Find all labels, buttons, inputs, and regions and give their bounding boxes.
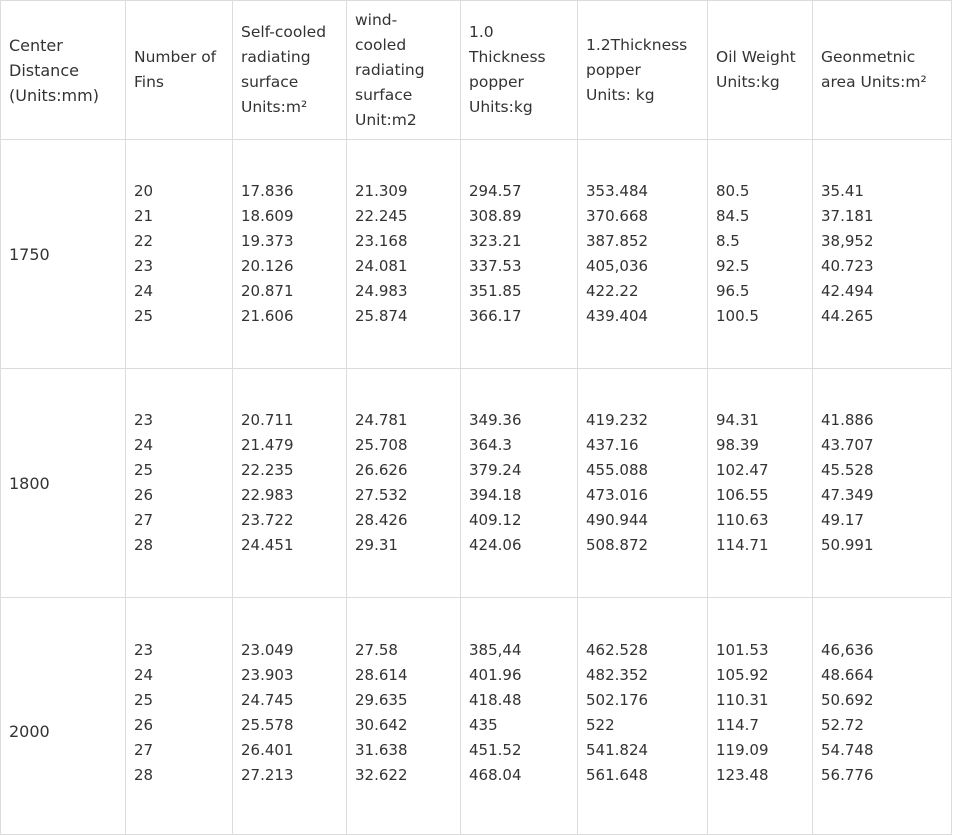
wind-cooled-values bbox=[347, 598, 461, 835]
value-line: 20.871 bbox=[241, 282, 294, 300]
value-line: 27 bbox=[134, 511, 154, 529]
value-line: 379.24 bbox=[469, 461, 522, 479]
value-line: 23.903 bbox=[241, 666, 294, 684]
value-line: 30.642 bbox=[355, 716, 408, 734]
value-line: 385,44 bbox=[469, 641, 522, 659]
wind-cooled-values bbox=[347, 140, 461, 369]
value-line: 455.088 bbox=[586, 461, 649, 479]
thickness-1-0-values bbox=[461, 598, 578, 835]
oil-weight-values bbox=[708, 598, 813, 835]
header-center-distance: Center Distance (Units:mm) bbox=[1, 1, 126, 140]
value-line: 43.707 bbox=[821, 436, 874, 454]
value-line: 522 bbox=[586, 716, 615, 734]
value-line: 114.7 bbox=[716, 716, 759, 734]
value-line: 32.622 bbox=[355, 766, 408, 784]
value-line: 353.484 bbox=[586, 182, 649, 200]
value-line: 22.983 bbox=[241, 486, 294, 504]
value-line: 80.5 bbox=[716, 182, 750, 200]
value-line: 561.648 bbox=[586, 766, 649, 784]
value-line: 473.016 bbox=[586, 486, 649, 504]
oil-weight-values bbox=[708, 140, 813, 369]
value-line: 48.664 bbox=[821, 666, 874, 684]
value-line: 25 bbox=[134, 307, 154, 325]
value-line: 44.265 bbox=[821, 307, 874, 325]
value-line: 26.626 bbox=[355, 461, 408, 479]
value-line: 21.606 bbox=[241, 307, 294, 325]
header-geometric-area: Geonmetnic area Units:m² bbox=[813, 1, 952, 140]
value-line: 92.5 bbox=[716, 257, 750, 275]
value-line: 462.528 bbox=[586, 641, 649, 659]
value-line: 100.5 bbox=[716, 307, 759, 325]
value-line: 20.126 bbox=[241, 257, 294, 275]
wind-cooled-values bbox=[347, 369, 461, 598]
value-line: 110.31 bbox=[716, 691, 769, 709]
value-line: 96.5 bbox=[716, 282, 750, 300]
value-line: 28 bbox=[134, 536, 154, 554]
value-line: 26 bbox=[134, 486, 154, 504]
table-row bbox=[1, 369, 952, 598]
value-line: 24.781 bbox=[355, 411, 408, 429]
geometric-area-values bbox=[813, 598, 952, 835]
value-line: 8.5 bbox=[716, 232, 740, 250]
value-line: 17.836 bbox=[241, 182, 294, 200]
value-line: 84.5 bbox=[716, 207, 750, 225]
value-line: 19.373 bbox=[241, 232, 294, 250]
value-line: 27.58 bbox=[355, 641, 398, 659]
geometric-area-values bbox=[813, 369, 952, 598]
value-line: 27.213 bbox=[241, 766, 294, 784]
value-line: 46,636 bbox=[821, 641, 874, 659]
value-line: 22.245 bbox=[355, 207, 408, 225]
header-number-of-fins: Number of Fins bbox=[126, 1, 233, 140]
value-line: 28 bbox=[134, 766, 154, 784]
value-line: 23.049 bbox=[241, 641, 294, 659]
value-line: 437.16 bbox=[586, 436, 639, 454]
value-line: 337.53 bbox=[469, 257, 522, 275]
table-row bbox=[1, 140, 952, 369]
value-line: 401.96 bbox=[469, 666, 522, 684]
value-line: 25.874 bbox=[355, 307, 408, 325]
value-line: 23.168 bbox=[355, 232, 408, 250]
value-line: 25 bbox=[134, 461, 154, 479]
value-line: 123.48 bbox=[716, 766, 769, 784]
self-cooled-values bbox=[233, 598, 347, 835]
value-line: 24 bbox=[134, 436, 154, 454]
value-line: 45.528 bbox=[821, 461, 874, 479]
value-line: 31.638 bbox=[355, 741, 408, 759]
value-line: 24.081 bbox=[355, 257, 408, 275]
value-line: 24 bbox=[134, 282, 154, 300]
value-line: 106.55 bbox=[716, 486, 769, 504]
value-line: 114.71 bbox=[716, 536, 769, 554]
value-line: 29.31 bbox=[355, 536, 398, 554]
value-line: 349.36 bbox=[469, 411, 522, 429]
value-line: 22.235 bbox=[241, 461, 294, 479]
value-line: 419.232 bbox=[586, 411, 649, 429]
value-line: 29.635 bbox=[355, 691, 408, 709]
value-line: 119.09 bbox=[716, 741, 769, 759]
self-cooled-values bbox=[233, 140, 347, 369]
value-line: 50.991 bbox=[821, 536, 874, 554]
value-line: 18.609 bbox=[241, 207, 294, 225]
value-line: 24.451 bbox=[241, 536, 294, 554]
value-line: 294.57 bbox=[469, 182, 522, 200]
center-distance-cell: 2000 bbox=[1, 598, 126, 835]
value-line: 468.04 bbox=[469, 766, 522, 784]
value-line: 351.85 bbox=[469, 282, 522, 300]
header-wind-cooled-surface: wind- cooled radiating surface Unit:m2 bbox=[347, 1, 461, 140]
value-line: 405,036 bbox=[586, 257, 649, 275]
header-self-cooled-surface: Self-cooled radiating surface Units:m² bbox=[233, 1, 347, 140]
value-line: 23.722 bbox=[241, 511, 294, 529]
table-body bbox=[1, 140, 952, 835]
geometric-area-values bbox=[813, 140, 952, 369]
thickness-1-2-values bbox=[578, 369, 708, 598]
value-line: 323.21 bbox=[469, 232, 522, 250]
value-line: 502.176 bbox=[586, 691, 649, 709]
value-line: 387.852 bbox=[586, 232, 649, 250]
value-line: 52.72 bbox=[821, 716, 864, 734]
table-header bbox=[1, 1, 952, 140]
value-line: 27 bbox=[134, 741, 154, 759]
value-line: 26 bbox=[134, 716, 154, 734]
thickness-1-2-values bbox=[578, 598, 708, 835]
thickness-1-0-values bbox=[461, 369, 578, 598]
value-line: 366.17 bbox=[469, 307, 522, 325]
value-line: 20.711 bbox=[241, 411, 294, 429]
value-line: 56.776 bbox=[821, 766, 874, 784]
table-row bbox=[1, 598, 952, 835]
value-line: 94.31 bbox=[716, 411, 759, 429]
value-line: 102.47 bbox=[716, 461, 769, 479]
value-line: 105.92 bbox=[716, 666, 769, 684]
fins-values bbox=[126, 140, 233, 369]
value-line: 26.401 bbox=[241, 741, 294, 759]
thickness-1-0-values bbox=[461, 140, 578, 369]
value-line: 27.532 bbox=[355, 486, 408, 504]
value-line: 422.22 bbox=[586, 282, 639, 300]
value-line: 25 bbox=[134, 691, 154, 709]
value-line: 101.53 bbox=[716, 641, 769, 659]
fins-values bbox=[126, 598, 233, 835]
value-line: 24.745 bbox=[241, 691, 294, 709]
value-line: 49.17 bbox=[821, 511, 864, 529]
value-line: 50.692 bbox=[821, 691, 874, 709]
header-1-2-thickness-popper: 1.2Thickness popper Units: kg bbox=[578, 1, 708, 140]
value-line: 21.479 bbox=[241, 436, 294, 454]
value-line: 482.352 bbox=[586, 666, 649, 684]
value-line: 508.872 bbox=[586, 536, 649, 554]
value-line: 308.89 bbox=[469, 207, 522, 225]
value-line: 370.668 bbox=[586, 207, 649, 225]
value-line: 20 bbox=[134, 182, 154, 200]
value-line: 418.48 bbox=[469, 691, 522, 709]
value-line: 110.63 bbox=[716, 511, 769, 529]
value-line: 439.404 bbox=[586, 307, 649, 325]
value-line: 409.12 bbox=[469, 511, 522, 529]
value-line: 490.944 bbox=[586, 511, 649, 529]
value-line: 28.426 bbox=[355, 511, 408, 529]
value-line: 21.309 bbox=[355, 182, 408, 200]
center-distance-cell: 1800 bbox=[1, 369, 126, 598]
fins-values bbox=[126, 369, 233, 598]
value-line: 98.39 bbox=[716, 436, 759, 454]
value-line: 47.349 bbox=[821, 486, 874, 504]
header-oil-weight: Oil Weight Units:kg bbox=[708, 1, 813, 140]
value-line: 40.723 bbox=[821, 257, 874, 275]
value-line: 435 bbox=[469, 716, 498, 734]
value-line: 23 bbox=[134, 257, 154, 275]
value-line: 54.748 bbox=[821, 741, 874, 759]
value-line: 41.886 bbox=[821, 411, 874, 429]
header-1-0-thickness-popper: 1.0 Thickness popper Uhits:kg bbox=[461, 1, 578, 140]
header-row bbox=[1, 1, 952, 140]
value-line: 24.983 bbox=[355, 282, 408, 300]
value-line: 42.494 bbox=[821, 282, 874, 300]
value-line: 21 bbox=[134, 207, 154, 225]
value-line: 25.578 bbox=[241, 716, 294, 734]
value-line: 35.41 bbox=[821, 182, 864, 200]
value-line: 424.06 bbox=[469, 536, 522, 554]
value-line: 38,952 bbox=[821, 232, 874, 250]
value-line: 22 bbox=[134, 232, 154, 250]
value-line: 364.3 bbox=[469, 436, 512, 454]
thickness-1-2-values bbox=[578, 140, 708, 369]
value-line: 37.181 bbox=[821, 207, 874, 225]
value-line: 394.18 bbox=[469, 486, 522, 504]
value-line: 451.52 bbox=[469, 741, 522, 759]
value-line: 24 bbox=[134, 666, 154, 684]
oil-weight-values bbox=[708, 369, 813, 598]
value-line: 28.614 bbox=[355, 666, 408, 684]
center-distance-cell: 1750 bbox=[1, 140, 126, 369]
value-line: 541.824 bbox=[586, 741, 649, 759]
value-line: 23 bbox=[134, 411, 154, 429]
value-line: 25.708 bbox=[355, 436, 408, 454]
value-line: 23 bbox=[134, 641, 154, 659]
self-cooled-values bbox=[233, 369, 347, 598]
